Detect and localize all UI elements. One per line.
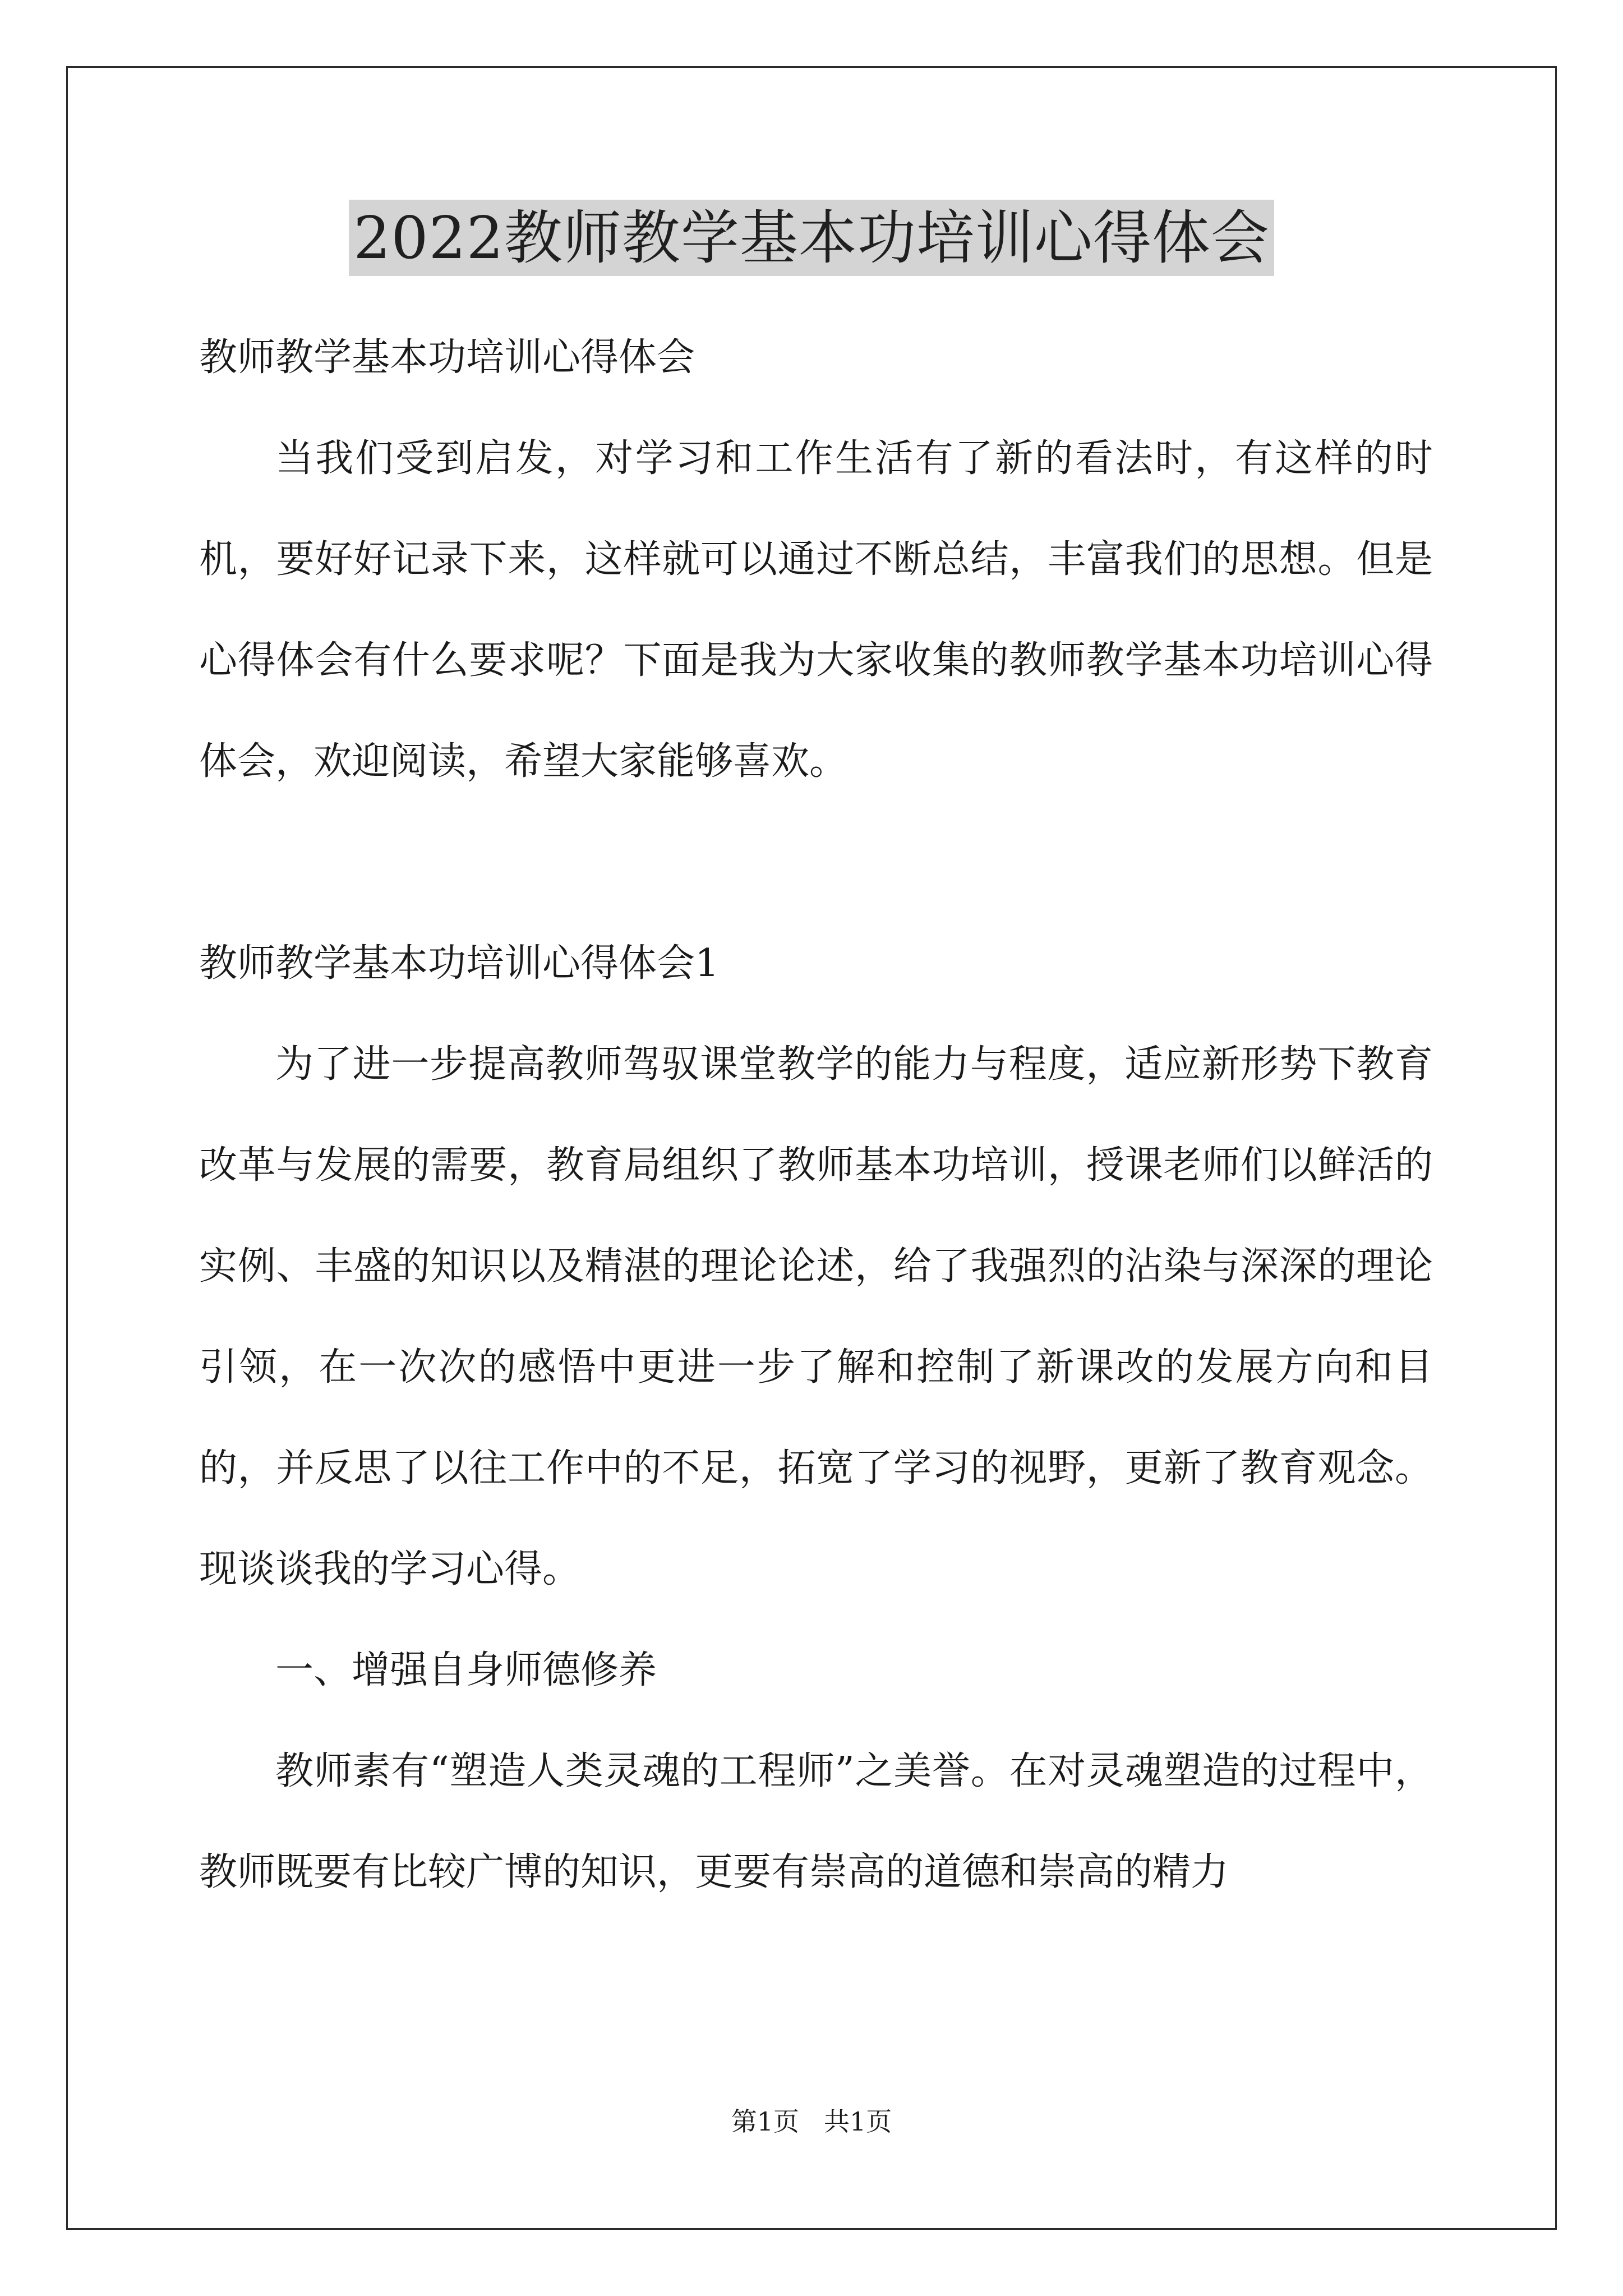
section-heading: 教师教学基本功培训心得体会1 (199, 941, 720, 986)
intro-paragraph: 当我们受到启发，对学习和工作生活有了新的看法时，有这样的时机，要好好记录下来，这样就可以通过不断总结，丰富我们的思想。但是心得体会有什么要求呢？下面是我为大家收集的教师教学基本功培训心得体会，欢迎阅读，希望大家能够喜欢。 (199, 436, 1433, 784)
page-total: 共1页 (823, 2106, 892, 2137)
page-footer (0, 2105, 1623, 2138)
document-title: 2022教师教学基本功培训心得体会 (349, 200, 1274, 276)
document-body (199, 307, 1433, 1923)
point-paragraph: 教师素有“塑造人类灵魂的工程师”之美誉。在对灵魂塑造的过程中，教师既要有比较广博的知识，更要有崇高的道德和崇高的精力 (199, 1749, 1433, 1894)
section-spacer (199, 812, 1433, 913)
page-number: 第1页 (731, 2106, 800, 2137)
title-container (0, 200, 1623, 276)
section-paragraph: 为了进一步提高教师驾驭课堂教学的能力与程度，适应新形势下教育改革与发展的需要，教育局组织了教师基本功培训，授课老师们以鲜活的实例、丰盛的知识以及精湛的理论论述，给了我强烈的沾染与深深的理论引领，在一次次的感悟中更进一步了解和控制了新课改的发展方向和目的，并反思了以往工作中的不足，拓宽了学习的视野，更新了教育观念。现谈谈我的学习心得。 (199, 1042, 1433, 1591)
point-heading: 一、增强自身师德修养 (275, 1648, 657, 1692)
subtitle: 教师教学基本功培训心得体会 (199, 335, 695, 380)
